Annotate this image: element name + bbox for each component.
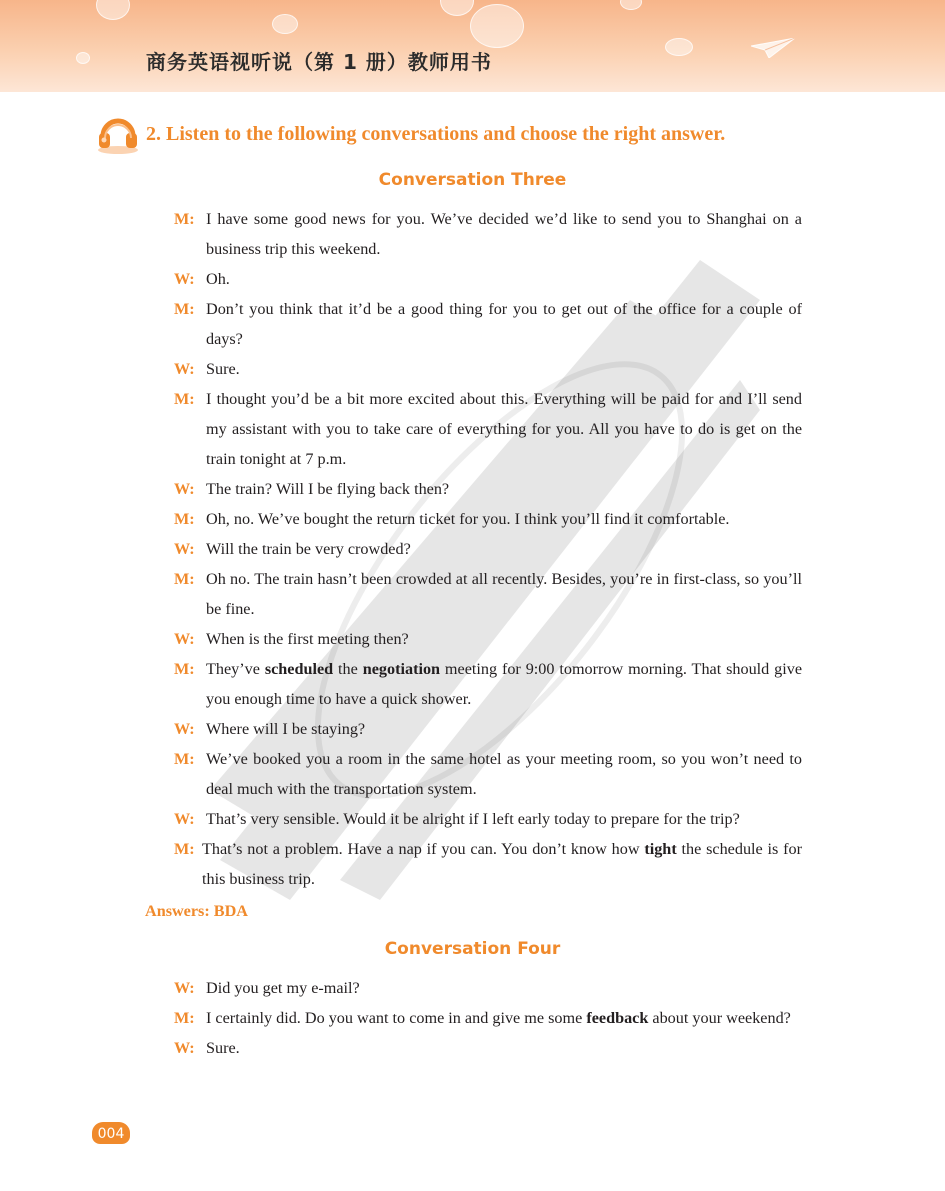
line-text-part: meeting for 9:00 tomorrow morning. That should give you enough time to have a quick shower. — [206, 660, 803, 708]
dialogue-line — [174, 264, 802, 294]
line-text-part: They’ve — [206, 660, 265, 678]
dialogue-line — [174, 973, 802, 1003]
speaker-label: W: — [174, 979, 195, 997]
dialogue-line — [174, 1003, 802, 1033]
line-text: Oh. — [206, 270, 230, 288]
bubble-decoration — [272, 14, 298, 34]
bubble-decoration — [440, 0, 474, 16]
bubble-decoration — [76, 52, 90, 64]
line-text: The train? Will I be flying back then? — [206, 480, 450, 498]
speaker-label: M: — [174, 660, 195, 678]
line-text-part: the schedule is for this business trip. — [202, 840, 802, 888]
dialogue-line — [174, 654, 802, 714]
line-text-part: the — [333, 660, 363, 678]
speaker-label: W: — [174, 1039, 195, 1057]
page-number: 004 — [92, 1122, 130, 1144]
line-text-part: about your weekend? — [648, 1009, 791, 1027]
bubble-decoration — [96, 0, 130, 20]
dialogue-line — [174, 834, 802, 894]
speaker-label: M: — [174, 1009, 195, 1027]
speaker-label: M: — [174, 510, 195, 528]
speaker-label: W: — [174, 360, 195, 378]
key-term: feedback — [586, 1009, 649, 1027]
line-text: Where will I be staying? — [206, 720, 366, 738]
key-term: negotiation — [362, 660, 441, 678]
speaker-label: W: — [174, 630, 195, 648]
book-title: 商务英语视听说（第 1 册）教师用书 — [146, 50, 492, 74]
dialogue-line — [174, 474, 802, 504]
line-text-part: I certainly did. Do you want to come in and give me some — [206, 1009, 587, 1027]
line-text: I have some good news for you. We’ve decided we’d like to send you to Shanghai on a business trip this weekend. — [206, 210, 802, 258]
dialogue-line — [174, 714, 802, 744]
dialogue-line — [174, 564, 802, 624]
section-title: 2. Listen to the following conversations and choose the right answer. — [146, 122, 726, 145]
bubble-decoration — [470, 4, 524, 48]
page-header-band — [0, 0, 945, 92]
line-text: Don’t you think that it’d be a good thing for you to get out of the office for a couple of days? — [206, 300, 802, 348]
dialogue-line — [174, 504, 802, 534]
speaker-label: W: — [174, 720, 195, 738]
speaker-label: M: — [174, 750, 195, 768]
headphone-icon — [96, 112, 142, 156]
line-text: That’s very sensible. Would it be alright if I left early today to prepare for the trip? — [206, 810, 740, 828]
speaker-label: W: — [174, 810, 195, 828]
line-text: Sure. — [206, 360, 240, 378]
dialogue-line — [174, 744, 802, 804]
key-term: scheduled — [264, 660, 334, 678]
speaker-label: W: — [174, 540, 195, 558]
line-text: We’ve booked you a room in the same hotel as your meeting room, so you won’t need to deal much with the transportation system. — [206, 750, 802, 798]
speaker-label: M: — [174, 570, 195, 588]
line-text: I thought you’d be a bit more excited about this. Everything will be paid for and I’ll send my assistant with you to take care of everything for you. All you have to do is get on the train tonight at 7 p.m. — [206, 390, 802, 468]
line-text-part: That’s not a problem. Have a nap if you can. You don’t know how — [202, 840, 645, 858]
line-text: When is the first meeting then? — [206, 630, 409, 648]
line-text: Oh no. The train hasn’t been crowded at all recently. Besides, you’re in first-class, so you’ll be fine. — [206, 570, 802, 618]
conversation-four-title: Conversation Four — [384, 939, 561, 959]
speaker-label: M: — [174, 840, 195, 858]
dialogue-line — [174, 804, 802, 834]
bubble-decoration — [665, 38, 693, 56]
dialogue-line — [174, 1033, 802, 1063]
dialogue-line — [174, 624, 802, 654]
line-text: Did you get my e-mail? — [206, 979, 360, 997]
dialogue-line — [174, 384, 802, 474]
bubble-decoration — [620, 0, 642, 10]
conversation-four-dialogue — [174, 973, 802, 1063]
dialogue-line — [174, 294, 802, 354]
line-text: Sure. — [206, 1039, 240, 1057]
dialogue-line — [174, 204, 802, 264]
key-term: tight — [644, 840, 677, 858]
speaker-label: M: — [174, 300, 195, 318]
conversation-three-dialogue — [174, 204, 802, 894]
speaker-label: W: — [174, 270, 195, 288]
answers-label: Answers: BDA — [145, 902, 248, 920]
line-text: Will the train be very crowded? — [206, 540, 411, 558]
paper-plane-icon — [751, 38, 795, 58]
speaker-label: M: — [174, 390, 195, 408]
speaker-label: M: — [174, 210, 195, 228]
dialogue-line — [174, 354, 802, 384]
section-heading — [96, 112, 725, 156]
conversation-three-title: Conversation Three — [378, 170, 567, 190]
speaker-label: W: — [174, 480, 195, 498]
dialogue-line — [174, 534, 802, 564]
line-text: Oh, no. We’ve bought the return ticket for you. I think you’ll find it comfortable. — [206, 510, 730, 528]
